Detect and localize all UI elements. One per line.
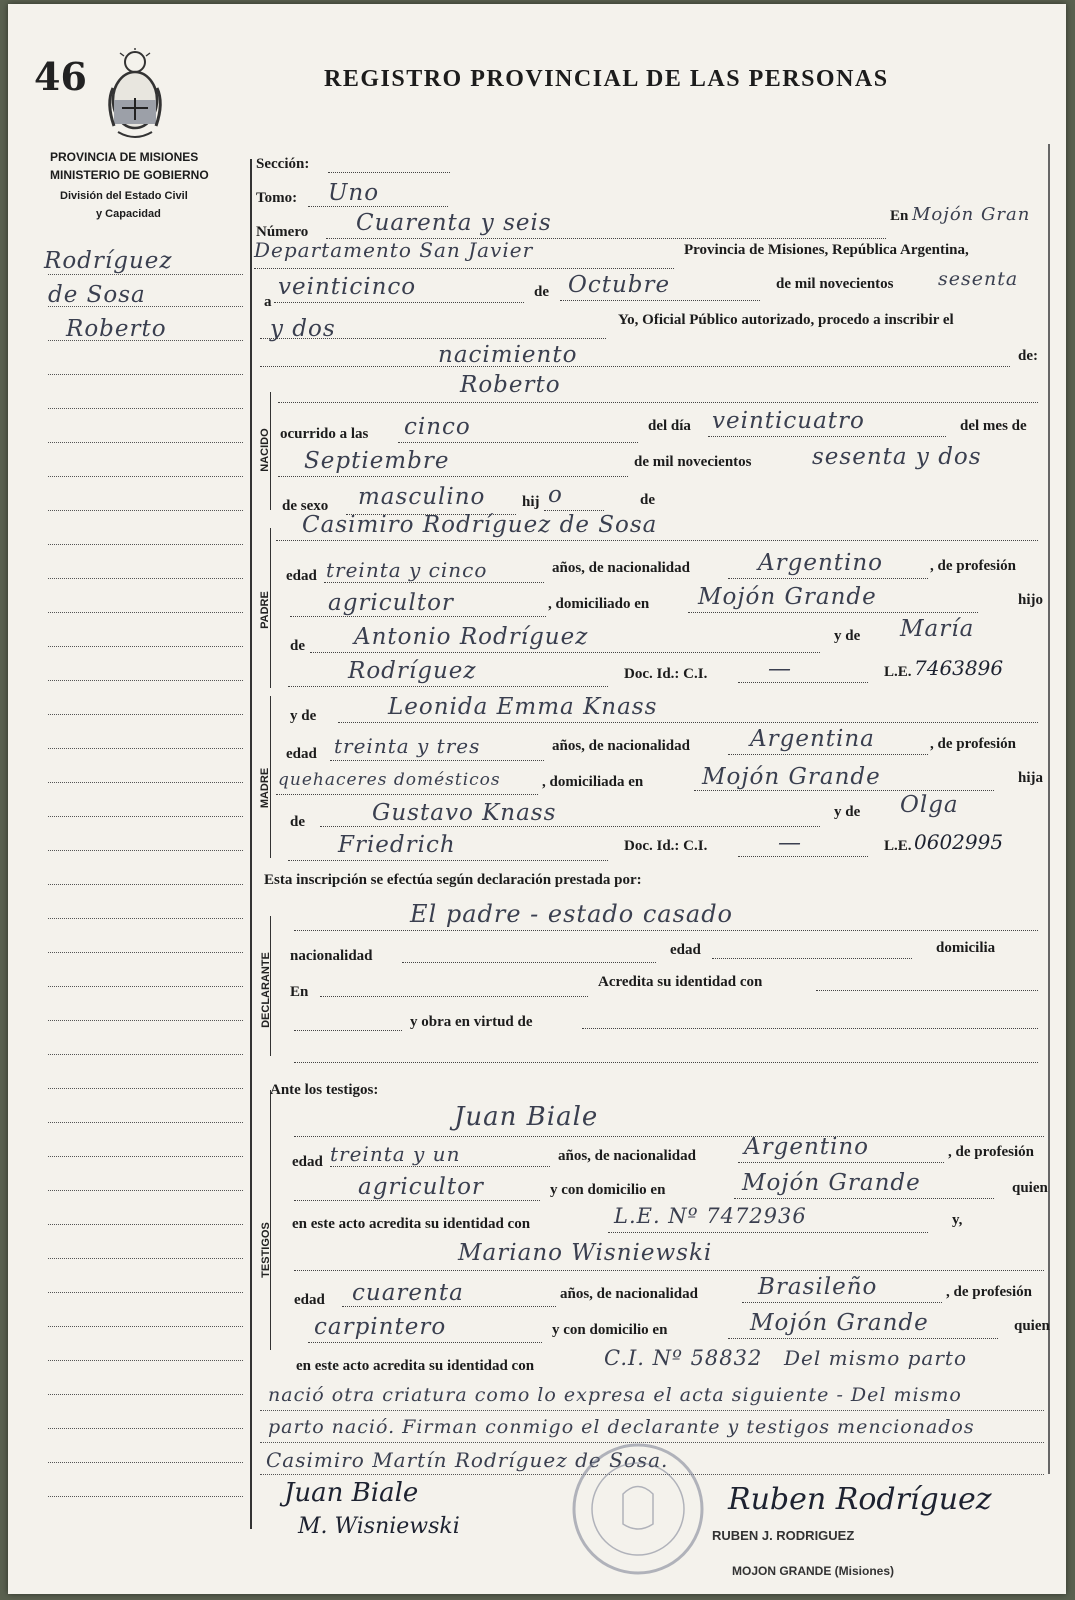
padre-le-label: L.E.: [884, 664, 912, 680]
madre-hija-label: hija: [1018, 770, 1044, 786]
side-label-declarante: DECLARANTE: [260, 952, 272, 1028]
padre-madre-value-2: Rodríguez: [348, 658, 477, 684]
madre-ci-value: —: [778, 830, 802, 856]
side-label-padre: PADRE: [259, 591, 271, 629]
margin-surname: Rodríguez: [44, 248, 173, 274]
t2-id-value: C.I. Nº 58832: [604, 1346, 763, 1370]
madre-edad-label: edad: [286, 746, 317, 762]
decl-nac-label: nacionalidad: [290, 948, 373, 964]
madre-de-label: de: [290, 814, 305, 830]
signature-testigo-2: M. Wisniewski: [298, 1514, 460, 1539]
provincia-text: Provincia de Misiones, República Argentina,: [684, 242, 969, 258]
t2-dom-value: Mojón Grande: [750, 1310, 929, 1336]
padre-dom-value: Mojón Grande: [698, 584, 877, 610]
tomo-label: Tomo:: [256, 190, 298, 206]
hora-value: cinco: [404, 414, 471, 440]
t2-dom-label: y con domicilio en: [552, 1322, 668, 1338]
numero-value: Cuarenta y seis: [356, 210, 552, 236]
anio-value-2: y dos: [270, 316, 336, 342]
hij-label: hij: [522, 494, 540, 510]
anio-nac-value: sesenta y dos: [812, 444, 982, 470]
nota-line-3: parto nació. Firman conmigo el declarante y testigos mencionados: [268, 1416, 975, 1438]
page-number: 46: [34, 54, 87, 99]
padre-madre-value: María: [900, 616, 975, 642]
nota-line-2: nació otra criatura como lo expresa el acta siguiente - Del mismo: [268, 1384, 962, 1406]
decl-obra-label: y obra en virtud de: [410, 1014, 533, 1030]
padre-de-label: de: [290, 638, 305, 654]
madre-dom-label: , domiciliada en: [542, 774, 644, 790]
padre-edad-label: edad: [286, 568, 317, 584]
t2-prof-value: carpintero: [314, 1314, 447, 1340]
side-label-testigos: TESTIGOS: [260, 1222, 272, 1278]
madre-y-de-label: y de: [290, 708, 317, 724]
oficial-name: RUBEN J. RODRIGUEZ: [712, 1528, 855, 1543]
mother-name-value: Leonida Emma Knass: [388, 694, 658, 720]
hij-suffix: o: [548, 482, 563, 508]
t2-acredita-label: en este acto acredita su identidad con: [296, 1358, 535, 1374]
right-vertical-rule: [1048, 144, 1050, 1474]
side-label-madre: MADRE: [259, 767, 271, 809]
t1-nac-label: años, de nacionalidad: [558, 1148, 696, 1164]
coat-of-arms-emblem: [100, 48, 170, 143]
margin-given-name: Roberto: [66, 316, 167, 342]
t2-quien-label: quien: [1014, 1318, 1050, 1334]
yo-oficial-text: Yo, Oficial Público autorizado, procedo a inscribir el: [618, 312, 954, 328]
madre-edad-value: treinta y tres: [334, 734, 481, 758]
org-line-2: MINISTERIO DE GOBIERNO: [50, 168, 209, 182]
madre-padre-value: Gustavo Knass: [372, 800, 557, 826]
padre-padre-value: Antonio Rodríguez: [354, 624, 589, 650]
anio-value: sesenta: [938, 268, 1019, 290]
t1-acredita-label: en este acto acredita su identidad con: [292, 1216, 531, 1232]
ocurrido-label: ocurrido a las: [280, 426, 369, 442]
padre-ci-value: —: [768, 656, 792, 682]
padre-prof-label: , de profesión: [930, 558, 1016, 574]
t2-edad-label: edad: [294, 1292, 325, 1308]
en-label: En: [890, 208, 909, 224]
padre-doc-label: Doc. Id.: C.I.: [624, 666, 708, 682]
margin-surname-2: de Sosa: [48, 282, 146, 308]
official-stamp-seal: [568, 1434, 708, 1584]
mil-nov2-label: de mil novecientos: [634, 454, 752, 470]
org-line-4: y Capacidad: [96, 208, 161, 220]
decl-acredita-label: Acredita su identidad con: [598, 974, 763, 990]
t2-nac-label: años, de nacionalidad: [560, 1286, 698, 1302]
madre-le-label: L.E.: [884, 838, 912, 854]
mil-nov-label: de mil novecientos: [776, 276, 894, 292]
t1-y-label: y,: [952, 1212, 963, 1228]
mes-nac-value: Septiembre: [304, 448, 450, 474]
seccion-label: Sección:: [256, 156, 310, 172]
madre-madre-value-2: Friedrich: [338, 832, 456, 858]
declarante-value: El padre - estado casado: [410, 900, 734, 928]
signature-oficial: Ruben Rodríguez: [728, 1482, 992, 1517]
mes-value: Octubre: [568, 272, 671, 298]
birth-certificate-page: [8, 4, 1066, 1594]
org-line-1: PROVINCIA DE MISIONES: [50, 150, 199, 164]
padre-edad-value: treinta y cinco: [326, 558, 488, 582]
padre-le-value: 7463896: [914, 656, 1004, 680]
oficial-location: MOJON GRANDE (Misiones): [732, 1564, 895, 1578]
t1-dom-label: y con domicilio en: [550, 1182, 666, 1198]
decl-domicilia-label: domicilia: [936, 940, 996, 956]
father-name-value: Casimiro Rodríguez de Sosa: [302, 512, 658, 538]
madre-y-de-label-2: y de: [834, 804, 861, 820]
testigo1-name-value: Juan Biale: [454, 1102, 599, 1132]
madre-madre-value: Olga: [900, 792, 959, 818]
numero-label: Número: [256, 224, 309, 240]
main-vertical-rule: [250, 159, 252, 1529]
padre-hijo-label: hijo: [1018, 592, 1044, 608]
dia-nac-value: veinticuatro: [712, 408, 865, 434]
padre-nac-value: Argentino: [758, 550, 884, 576]
child-name-value: Roberto: [460, 372, 561, 398]
dia-value: veinticinco: [278, 274, 417, 300]
t2-nac-value: Brasileño: [758, 1274, 878, 1300]
madre-nac-value: Argentina: [750, 726, 875, 752]
t1-id-value: L.E. Nº 7472936: [614, 1204, 807, 1228]
t1-edad-label: edad: [292, 1154, 323, 1170]
madre-dom-value: Mojón Grande: [702, 764, 881, 790]
t1-quien-label: quien: [1012, 1180, 1048, 1196]
de-label: de: [534, 284, 549, 300]
t1-prof-label: , de profesión: [948, 1144, 1034, 1160]
document-title: REGISTRO PROVINCIAL DE LAS PERSONAS: [324, 66, 889, 92]
de-colon-label: de:: [1018, 348, 1038, 364]
side-label-nacido: NACIDO: [259, 428, 271, 472]
declaracion-text: Esta inscripción se efectúa según declaración prestada por:: [264, 872, 642, 888]
nota-line-1: Del mismo parto: [784, 1346, 967, 1370]
madre-le-value: 0602995: [914, 830, 1004, 854]
de-sexo-label: de sexo: [282, 498, 329, 514]
t1-edad-value: treinta y un: [330, 1142, 461, 1166]
t1-dom-value: Mojón Grande: [742, 1170, 921, 1196]
testigo2-name-value: Mariano Wisniewski: [458, 1240, 713, 1266]
org-line-3: División del Estado Civil: [60, 190, 188, 202]
del-mes-label: del mes de: [960, 418, 1027, 434]
t1-nac-value: Argentino: [744, 1134, 870, 1160]
del-dia-label: del día: [648, 418, 691, 434]
t1-prof-value: agricultor: [358, 1174, 484, 1200]
a-label: a: [264, 294, 272, 310]
t2-edad-value: cuarenta: [352, 1280, 464, 1306]
nota-line-4: Casimiro Martín Rodríguez de Sosa.: [266, 1448, 669, 1472]
madre-doc-label: Doc. Id.: C.I.: [624, 838, 708, 854]
decl-en-label: En: [290, 984, 309, 1000]
padre-nac-label: años, de nacionalidad: [552, 560, 690, 576]
signature-testigo-1: Juan Biale: [284, 1478, 419, 1508]
padre-dom-label: , domiciliado en: [548, 596, 650, 612]
acta-type-value: nacimiento: [438, 342, 578, 368]
en-value: Mojón Gran: [912, 204, 1031, 225]
de-label-2: de: [640, 492, 655, 508]
padre-y-de-label: y de: [834, 628, 861, 644]
departamento-value: Departamento San Javier: [254, 238, 534, 262]
padre-prof-value: agricultor: [328, 590, 454, 616]
sexo-value: masculino: [358, 484, 486, 510]
madre-prof-label: , de profesión: [930, 736, 1016, 752]
madre-prof-value: quehaceres domésticos: [278, 770, 501, 790]
t2-prof-label: , de profesión: [946, 1284, 1032, 1300]
testigos-label: Ante los testigos:: [270, 1082, 379, 1098]
madre-nac-label: años, de nacionalidad: [552, 738, 690, 754]
tomo-value: Uno: [328, 180, 380, 206]
decl-edad-label: edad: [670, 942, 701, 958]
